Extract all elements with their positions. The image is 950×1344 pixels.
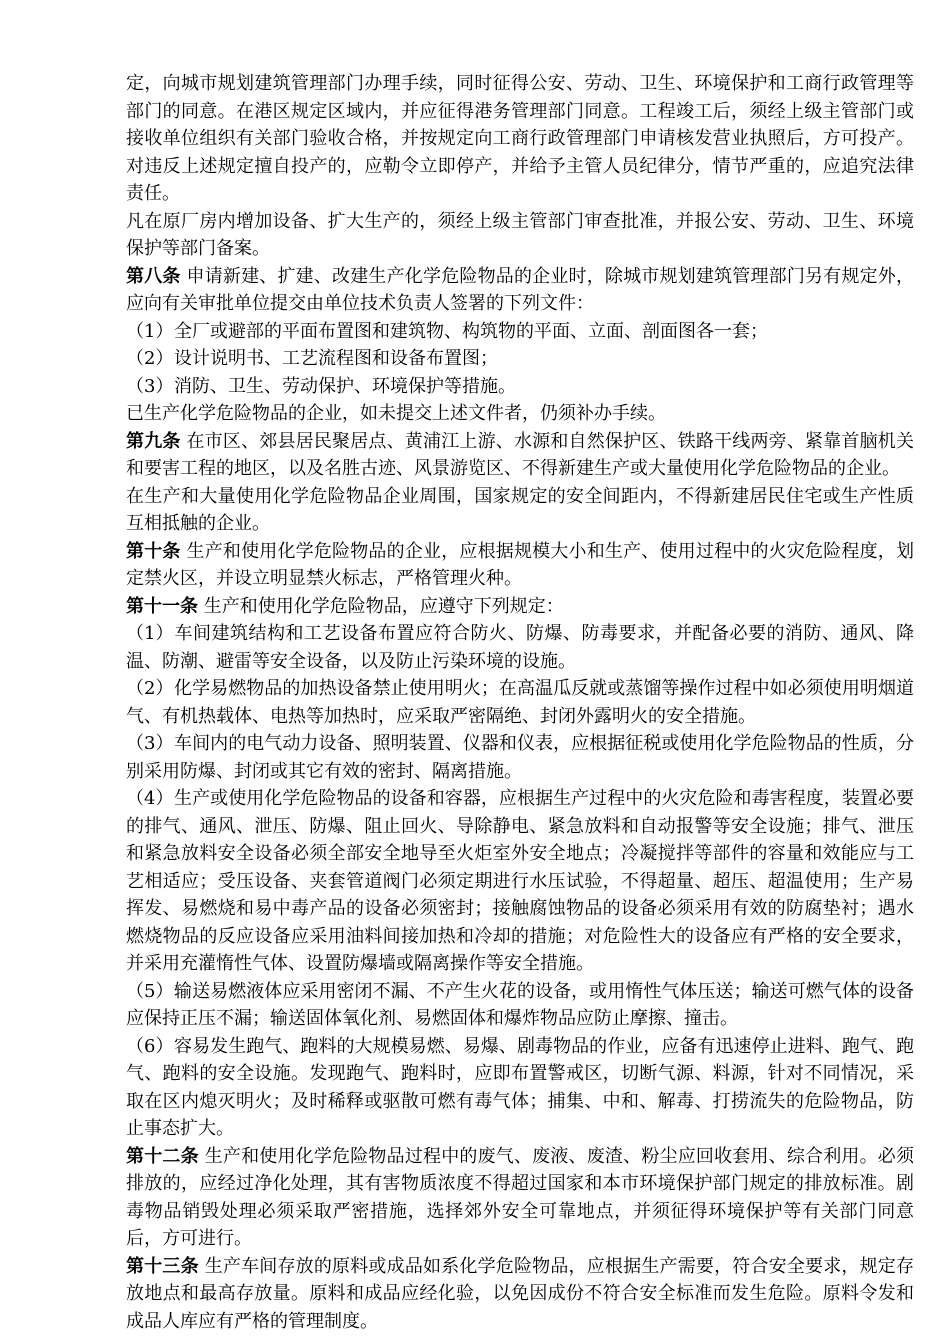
paragraph-text: 化学易燃物品的加热设备禁止使用明火；在高温瓜反就或蒸馏等操作过程中如必须使用明烟道气、有机热载体、电热等加热时，应采取严密隔绝、封闭外露明火的安全措施。 <box>126 678 914 727</box>
list-item <box>126 785 914 978</box>
article-title: 第十二条 <box>126 1145 199 1167</box>
body-paragraph <box>126 70 914 208</box>
article-title: 第十三条 <box>126 1255 199 1277</box>
paragraph-text: 设计说明书、工艺流程图和设备布置图； <box>174 348 498 369</box>
item-number: （1） <box>126 320 174 342</box>
paragraph-text: 申请新建、扩建、改建生产化学危险物品的企业时，除城市规划建筑管理部门另有规定外，应向有关审批单位提交由单位技术负责人签署的下列文件： <box>126 265 914 314</box>
body-paragraph <box>126 483 914 538</box>
list-item <box>126 730 914 785</box>
list-item <box>126 318 914 346</box>
paragraph-text: 已生产化学危险物品的企业，如未提交上述文件者，仍须补办手续。 <box>126 403 666 424</box>
list-item <box>126 1033 914 1143</box>
paragraph-text: 全厂或避部的平面布置图和建筑物、构筑物的平面、立面、剖面图各一套； <box>174 320 768 342</box>
paragraph-text: 车间建筑结构和工艺设备布置应符合防火、防爆、防毒要求，并配备必要的消防、通风、降温、防潮、避雷等安全设备，以及防止污染环境的设施。 <box>126 623 914 672</box>
item-number: （2） <box>126 678 174 699</box>
article-title: 第八条 <box>126 265 181 287</box>
body-paragraph <box>126 208 914 263</box>
item-number: （2） <box>126 348 174 369</box>
article-paragraph <box>126 428 914 483</box>
paragraph-text: 车间内的电气动力设备、照明装置、仪器和仪表，应根据征税或使用化学危险物品的性质，分别采用防爆、封闭或其它有效的密封、隔离措施。 <box>126 733 914 782</box>
paragraph-text: 生产和使用化学危险物品，应遵守下列规定： <box>203 595 564 617</box>
paragraph-text: 消防、卫生、劳动保护、环境保护等措施。 <box>174 375 516 397</box>
paragraph-text: 生产和使用化学危险物品的企业，应根据规模大小和生产、使用过程中的火灾危险程度，划定禁火区，并设立明显禁火标志，严格管理火种。 <box>126 540 914 589</box>
list-item <box>126 345 914 373</box>
paragraph-text: 生产和使用化学危险物品过程中的废气、废液、废渣、粉尘应回收套用、综合利用。必须排放的，应经过净化处理，其有害物质浓度不得超过国家和本市环境保护部门规定的排放标准。剧毒物品销毁处理必须采取严密措施，选择郊外安全可靠地点，并须征得环境保护等有关部门同意后，方可进行。 <box>126 1145 915 1249</box>
article-title: 第十条 <box>126 540 181 562</box>
article-paragraph <box>126 263 914 318</box>
article-paragraph <box>126 593 914 621</box>
paragraph-text: 输送易燃液体应采用密闭不漏、不产生火花的设备，或用惰性气体压送；输送可燃气体的设备应保持正压不漏；输送固体氧化剂、易燃固体和爆炸物品应防止摩擦、撞击。 <box>126 980 914 1029</box>
list-item <box>126 373 914 401</box>
list-item <box>126 620 914 675</box>
article-paragraph <box>126 1253 914 1336</box>
article-title: 第十一条 <box>126 595 198 617</box>
paragraph-text: 生产车间存放的原料或成品如系化学危险物品，应根据生产需要，符合安全要求，规定存放地点和最高存放量。原料和成品应经化验，以免因成份不符合安全标准而发生危险。原料令发和成品人库应有严格的管理制度。 <box>126 1255 915 1332</box>
article-paragraph <box>126 538 914 593</box>
paragraph-text: 生产或使用化学危险物品的设备和容器，应根据生产过程中的火灾危险和毒害程度，装置必要的排气、通风、泄压、防爆、阻止回火、导除静电、紧急放料和自动报警等安全设施；排气、泄压和紧急放料安全设备必须全部安全地导至火炬室外安全地点；冷凝搅拌等部件的容量和效能应与工艺相适应；受压设备、夹套管道阀门必须定期进行水压试验，不得超量、超压、超温使用；生产易挥发、易燃烧和易中毒产品的设备必须密封；接触腐蚀物品的设备必须采用有效的防腐垫衬；遇水燃烧物品的反应设备应采用油料间接加热和冷却的措施；对危险性大的设备应有严格的安全要求，并采用充灌惰性气体、设置防爆墙或隔离操作等安全措施。 <box>126 788 914 974</box>
paragraph-text: 凡在原厂房内增加设备、扩大生产的，须经上级主管部门审查批准，并报公安、劳动、卫生、环境保护等部门备案。 <box>126 210 914 259</box>
paragraph-text: 在生产和大量使用化学危险物品企业周围，国家规定的安全间距内，不得新建居民住宅或生产性质互相抵触的企业。 <box>126 485 914 534</box>
item-number: （6） <box>126 1035 174 1057</box>
article-title: 第九条 <box>126 430 181 452</box>
paragraph-text: 容易发生跑气、跑料的大规模易燃、易爆、剧毒物品的作业，应备有迅速停止进料、跑气、跑气、跑料的安全设施。发现跑气、跑料时，应即布置警戒区，切断气源、料源，针对不同情况，采取在区内熄灭明火；及时稀释或驱散可燃有毒气体；捕集、中和、解毒、打捞流失的危险物品，防止事态扩大。 <box>126 1035 914 1139</box>
list-item <box>126 675 914 730</box>
item-number: （4） <box>126 788 174 809</box>
item-number: （5） <box>126 980 174 1002</box>
body-paragraph <box>126 400 914 428</box>
item-number: （1） <box>126 623 174 644</box>
paragraph-text: 在市区、郊县居民聚居点、黄浦江上游、水源和自然保护区、铁路干线两旁、紧靠首脑机关和要害工程的地区，以及名胜古迹、风景游览区、不得新建生产或大量使用化学危险物品的企业。 <box>126 430 914 479</box>
item-number: （3） <box>126 375 174 397</box>
item-number: （3） <box>126 733 174 754</box>
list-item <box>126 978 914 1033</box>
article-paragraph <box>126 1143 914 1253</box>
paragraph-text: 定，向城市规划建筑管理部门办理手续，同时征得公安、劳动、卫生、环境保护和工商行政管理等部门的同意。在港区规定区域内，并应征得港务管理部门同意。工程竣工后，须经上级主管部门或接收单位组织有关部门验收合格，并按规定向工商行政管理部门申请核发营业执照后，方可投产。对违反上述规定擅自投产的，应勒令立即停产，并给予主管人员纪律分，情节严重的，应追究法律责任。 <box>126 73 914 204</box>
